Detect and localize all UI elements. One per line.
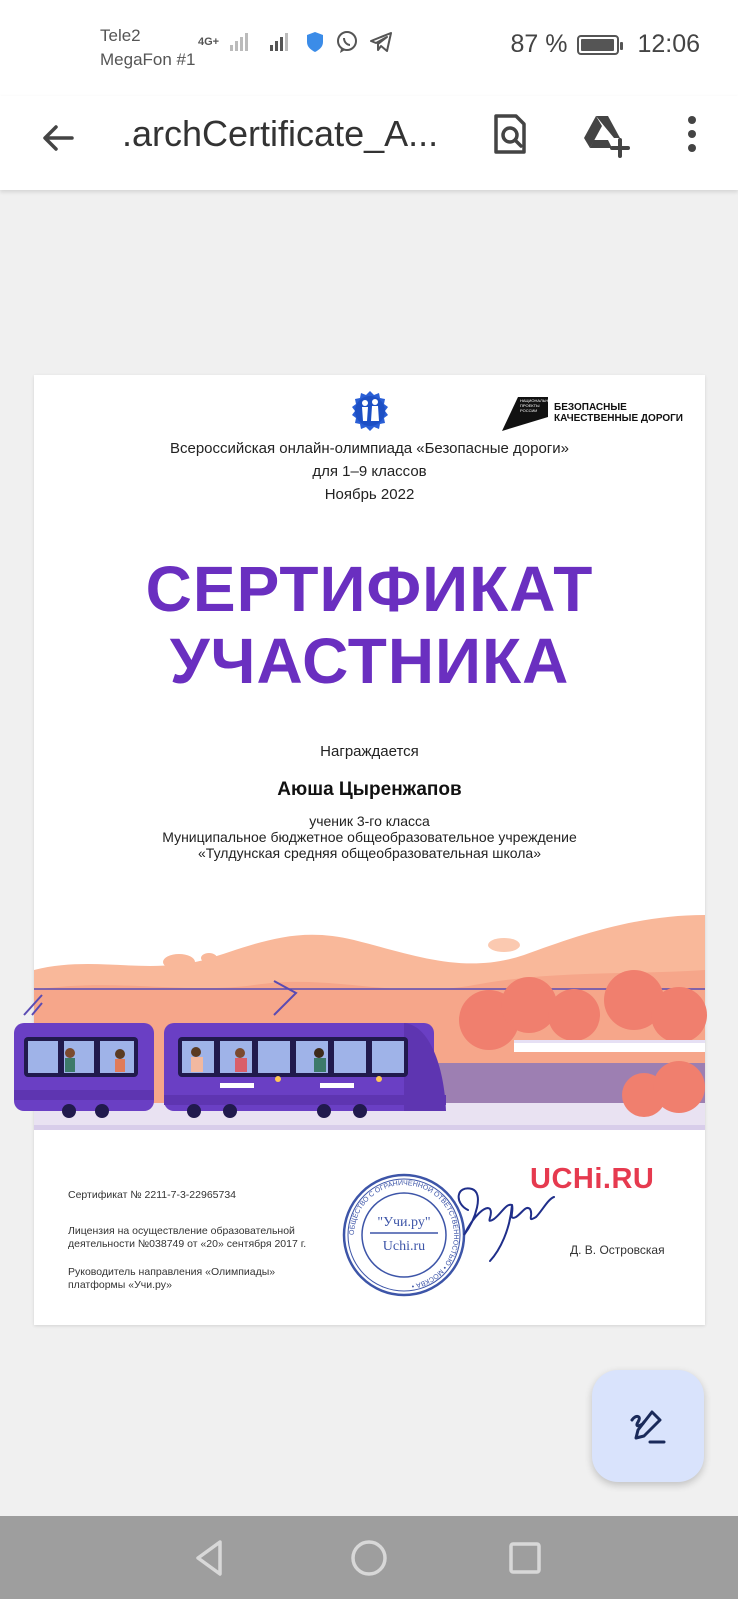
network-type-label: 4G+ <box>198 36 220 48</box>
student-line-1: ученик 3-го класса <box>309 813 430 829</box>
np-text-3: РОССИИ <box>520 408 538 413</box>
np-text-2: ПРОЕКТЫ <box>520 403 540 408</box>
triangle-back-icon[interactable] <box>188 1536 232 1580</box>
license-line-2: деятельности №038749 от «20» сентября 2017 г. <box>68 1238 307 1250</box>
arrow-left-icon[interactable] <box>36 116 80 160</box>
uchi-ru-logo: UCHi.RU <box>530 1163 655 1195</box>
certificate-number: Сертификат № 2211-7-3-22965734 <box>68 1189 237 1201</box>
np-text-1: НАЦИОНАЛЬНЫЕ <box>520 398 555 403</box>
document-title: .archCertificate_A... <box>122 113 439 154</box>
student-line-3: «Тулдунская средняя общеобразовательная школа» <box>198 845 541 861</box>
carrier-1: Tele2 <box>100 26 141 45</box>
circle-home-icon[interactable] <box>347 1536 391 1580</box>
license-text <box>68 1225 306 1251</box>
document-search-icon[interactable] <box>486 110 534 158</box>
director-line-2: платформы «Учи.ру» <box>68 1279 172 1291</box>
project-line-1: БЕЗОПАСНЫЕ <box>554 402 627 413</box>
project-line-2: КАЧЕСТВЕННЫЕ ДОРОГИ <box>554 413 683 424</box>
square-recents-icon[interactable] <box>503 1536 547 1580</box>
license-line-1: Лицензия на осуществление образовательной <box>68 1225 295 1237</box>
carrier-names <box>100 24 195 72</box>
safe-roads-emblem <box>348 389 392 433</box>
system-navigation-bar <box>0 1516 738 1599</box>
company-seal <box>340 1171 468 1299</box>
olympiad-line-2: для 1–9 классов <box>312 463 427 480</box>
recipient-name: Аюша Цыренжапов <box>277 779 462 800</box>
signal-icon-2 <box>269 31 295 53</box>
certificate-title-line-1: СЕРТИФИКАТ <box>145 553 594 625</box>
clock: 12:06 <box>637 30 700 58</box>
status-icons <box>198 30 393 54</box>
drive-add-icon[interactable] <box>580 110 632 158</box>
awarded-label: Награждается <box>320 743 419 760</box>
national-projects-icon <box>502 395 555 431</box>
seal-text-2: Uchi.ru <box>382 1239 426 1254</box>
battery-percent: 87 % <box>510 30 568 58</box>
seal-text-1: "Учи.ру" <box>377 1215 431 1230</box>
director-line-1: Руководитель направления «Олимпиады» <box>68 1266 276 1278</box>
app-bar <box>0 96 738 190</box>
edit-sign-icon <box>628 1406 668 1446</box>
battery-icon <box>577 35 619 55</box>
more-vertical-icon[interactable] <box>676 110 708 158</box>
director-text <box>68 1266 275 1292</box>
signal-icon <box>229 31 251 53</box>
olympiad-line-3: Ноябрь 2022 <box>324 486 415 503</box>
sign-fab-button[interactable] <box>592 1370 704 1482</box>
status-bar <box>0 0 738 96</box>
certificate-page <box>34 375 705 1325</box>
signer-name: Д. В. Островская <box>570 1243 665 1257</box>
shield-icon <box>305 31 325 53</box>
national-projects-logo <box>502 395 683 431</box>
telegram-icon <box>369 31 393 53</box>
project-name <box>554 402 683 424</box>
status-right <box>510 30 700 59</box>
student-line-2: Муниципальное бюджетное общеобразовательное учреждение <box>162 829 577 845</box>
certificate-title-line-2: УЧАСТНИКА <box>169 625 570 697</box>
olympiad-line-1: Всероссийская онлайн-олимпиада «Безопасные дороги» <box>169 440 570 457</box>
seal-ring-text: ОБЩЕСТВО С ОГРАНИЧЕННОЙ ОТВЕТСТВЕННОСТЬЮ • МОСКВА • <box>348 1179 460 1290</box>
viber-icon <box>335 30 359 54</box>
carrier-2: MegaFon #1 <box>100 50 196 69</box>
tram-illustration <box>34 915 705 1155</box>
